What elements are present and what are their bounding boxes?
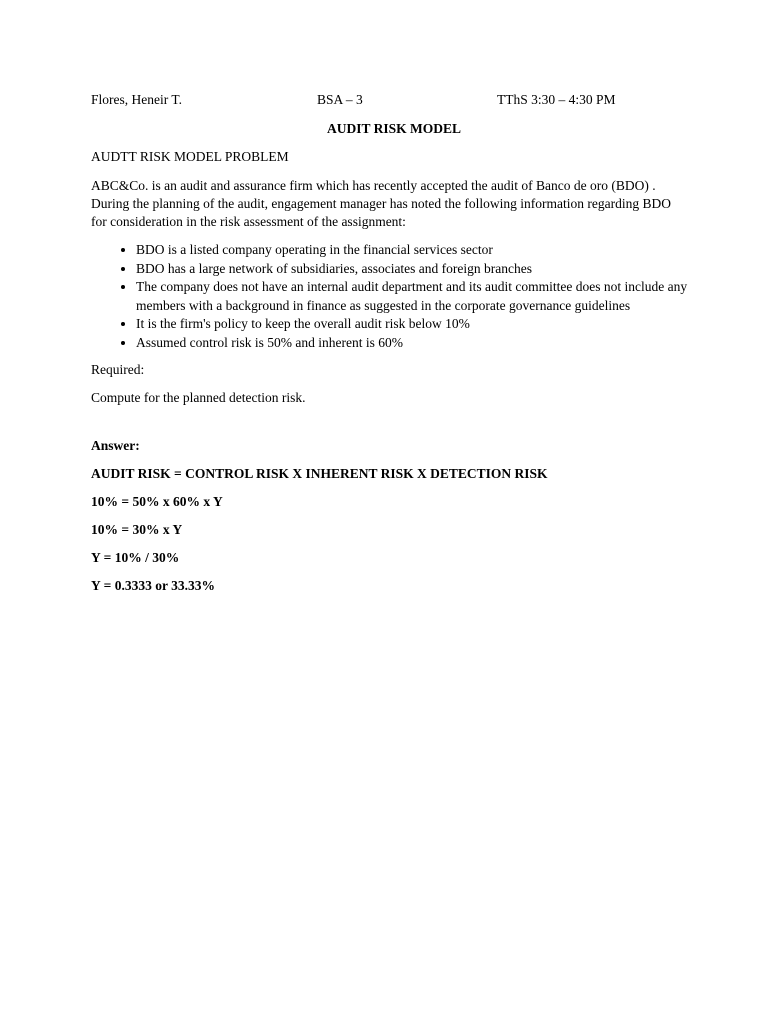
formula-line: Y = 0.3333 or 33.33% <box>91 578 215 593</box>
bullet-list <box>91 241 691 352</box>
bullet-item: • BDO is a listed company operating in the financial services sector <box>136 241 691 260</box>
document-title: AUDIT RISK MODEL <box>326 121 462 136</box>
problem-heading: AUDTT RISK MODEL PROBLEM <box>91 149 289 164</box>
bullet-item: • Assumed control risk is 50% and inherent is 60% <box>136 334 691 353</box>
formula-line: 10% = 30% x Y <box>91 522 183 537</box>
document-page <box>91 92 691 596</box>
required-label: Required: <box>91 362 145 377</box>
bullet-item: • The company does not have an internal audit department and its audit committee does not include any members with a background in finance as suggested in the corporate governance guidelines <box>136 278 691 315</box>
bullet-item: • It is the firm's policy to keep the overall audit risk below 10% <box>136 315 691 334</box>
required-text: Compute for the planned detection risk. <box>91 390 306 405</box>
header-row <box>91 92 691 110</box>
formula-line: 10% = 50% x 60% x Y <box>91 494 223 509</box>
class-schedule: TThS 3:30 – 4:30 PM <box>497 92 616 107</box>
formula-line: Y = 10% / 30% <box>91 550 180 565</box>
formula-line: AUDIT RISK = CONTROL RISK X INHERENT RISK X DETECTION RISK <box>91 466 548 481</box>
answer-label: Answer: <box>91 438 140 453</box>
intro-paragraph: ABC&Co. is an audit and assurance firm which has recently accepted the audit of Banco de oro (BDO) . During the planning of the audit, engagement manager has noted the following information regarding BDO for consideration in the risk assessment of the assignment: <box>91 178 671 229</box>
course-section: BSA – 3 <box>317 92 363 107</box>
bullet-item: • BDO has a large network of subsidiaries, associates and foreign branches <box>136 260 691 279</box>
student-name: Flores, Heneir T. <box>91 92 182 107</box>
